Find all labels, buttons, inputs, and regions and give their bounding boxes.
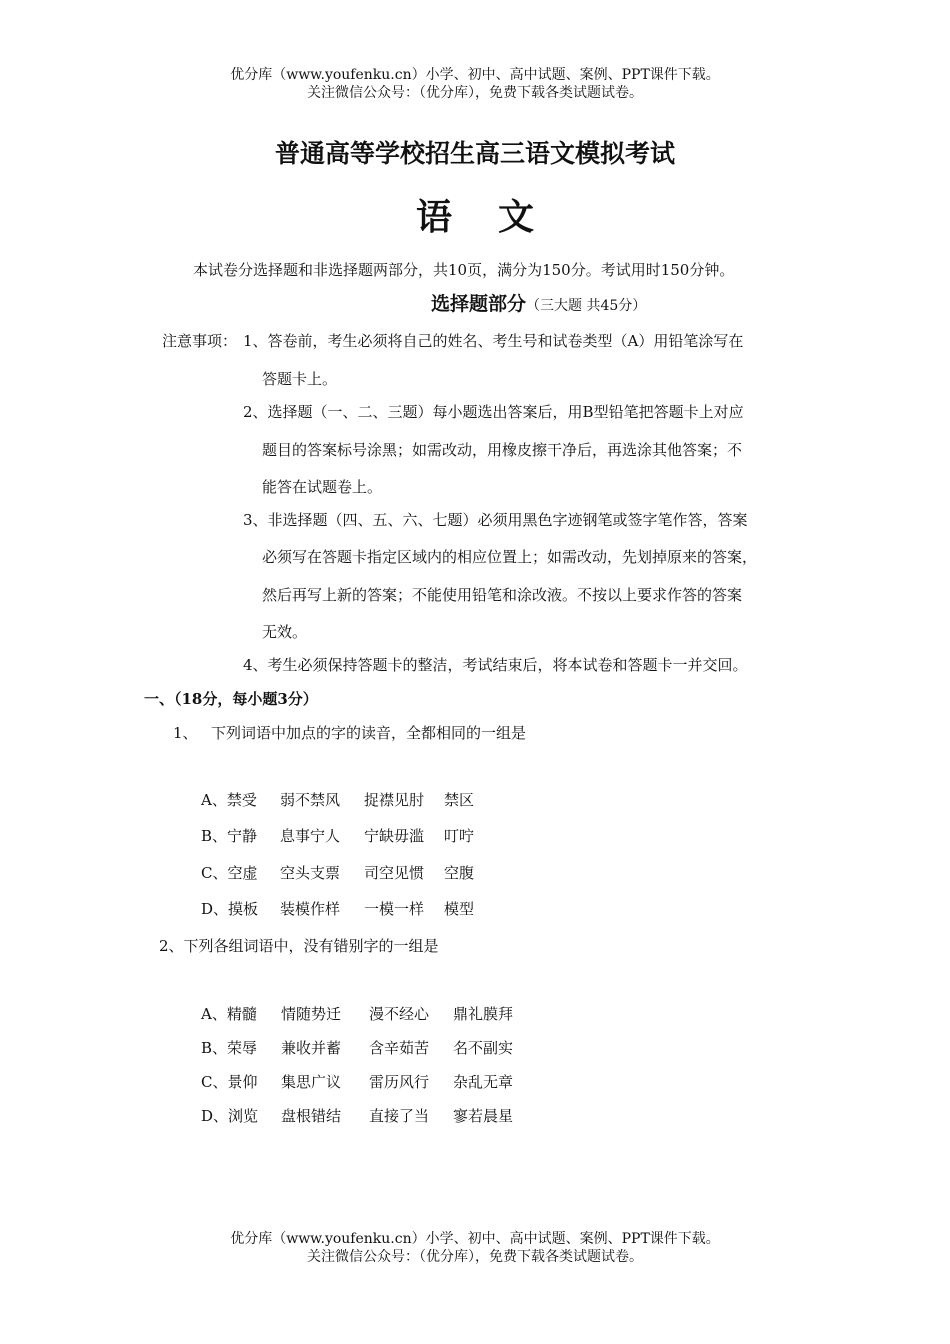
option-word: 情随势迁 xyxy=(281,1005,342,1023)
q1-option-c xyxy=(201,862,504,883)
q2-option-d xyxy=(201,1105,523,1126)
section-heading: 一、（18分，每小题3分） xyxy=(144,690,318,708)
option-word: 装模作样 xyxy=(280,900,341,918)
note-line: 1、答卷前，考生必须将自己的姓名、考生号和试卷类型（A）用铅笔涂写在 xyxy=(243,332,744,350)
option-word: D、摸板 xyxy=(201,900,259,918)
option-word: D、浏览 xyxy=(201,1107,259,1125)
option-word: 含辛茹苦 xyxy=(369,1039,430,1057)
note-line: 必须写在答题卡指定区域内的相应位置上；如需改动，先划掉原来的答案， xyxy=(262,548,758,566)
option-word: 直接了当 xyxy=(369,1107,430,1125)
header-line-1: 优分库（www.youfenku.cn）小学、初中、高中试题、案例、PPT课件下载。 xyxy=(230,67,720,83)
exam-title: 普通高等学校招生高三语文模拟考试 xyxy=(274,139,675,168)
option-word: 空腹 xyxy=(444,864,475,882)
question-1-number: 1、 xyxy=(173,724,198,742)
header-line-2: 关注微信公众号：（优分库），免费下载各类试题试卷。 xyxy=(307,85,643,101)
option-word: 寥若晨星 xyxy=(453,1107,514,1125)
option-word: 盘根错结 xyxy=(281,1107,342,1125)
option-word: B、荣辱 xyxy=(201,1039,258,1057)
footer-line-1: 优分库（www.youfenku.cn）小学、初中、高中试题、案例、PPT课件下载。 xyxy=(230,1231,720,1247)
option-word: A、精髓 xyxy=(201,1005,257,1023)
note-line: 题目的答案标号涂黑；如需改动，用橡皮擦干净后，再选涂其他答案；不 xyxy=(262,441,743,459)
option-word: 叮咛 xyxy=(444,827,475,845)
q1-option-a xyxy=(201,789,504,810)
option-word: 兼收并蓄 xyxy=(281,1039,342,1057)
option-word: 弱不禁风 xyxy=(280,791,341,809)
question-2-stem: 2、下列各组词语中，没有错别字的一组是 xyxy=(159,937,439,955)
option-word: 鼎礼膜拜 xyxy=(453,1005,514,1023)
part-note: （三大题 共45分） xyxy=(526,298,647,314)
q2-option-b xyxy=(201,1037,523,1058)
option-word: 名不副实 xyxy=(453,1039,514,1057)
note-line: 2、选择题（一、二、三题）每小题选出答案后，用B型铅笔把答题卡上对应 xyxy=(243,403,744,421)
part-heading xyxy=(431,289,646,316)
note-line: 答题卡上。 xyxy=(262,370,338,388)
q2-option-a xyxy=(201,1003,523,1024)
option-word: B、宁静 xyxy=(201,827,258,845)
option-word: 空头支票 xyxy=(280,864,341,882)
option-word: 一模一样 xyxy=(364,900,425,918)
q1-option-b xyxy=(201,825,504,846)
option-word: 漫不经心 xyxy=(369,1005,430,1023)
option-word: A、禁受 xyxy=(201,791,257,809)
note-line: 能答在试题卷上。 xyxy=(262,478,383,496)
option-word: 雷历风行 xyxy=(369,1073,430,1091)
exam-subject: 语文 xyxy=(415,196,580,238)
question-1-stem: 下列词语中加点的字的读音，全都相同的一组是 xyxy=(211,724,527,742)
option-word: 司空见惯 xyxy=(364,864,425,882)
option-word: C、空虚 xyxy=(201,864,258,882)
option-word: 息事宁人 xyxy=(280,827,341,845)
option-word: 宁缺毋滥 xyxy=(364,827,425,845)
part-title: 选择题部分 xyxy=(431,293,527,315)
footer-line-2: 关注微信公众号：（优分库），免费下载各类试题试卷。 xyxy=(307,1249,643,1265)
q2-option-c xyxy=(201,1071,523,1092)
exam-intro: 本试卷分选择题和非选择题两部分，共10页，满分为150分。考试用时150分钟。 xyxy=(193,261,735,279)
notes-label: 注意事项： xyxy=(162,332,238,350)
note-line: 然后再写上新的答案；不能使用铅笔和涂改液。不按以上要求作答的答案 xyxy=(262,586,743,604)
option-word: 捉襟见肘 xyxy=(364,791,425,809)
option-word: 杂乱无章 xyxy=(453,1073,514,1091)
option-word: C、景仰 xyxy=(201,1073,258,1091)
note-line: 无效。 xyxy=(262,623,308,641)
option-word: 模型 xyxy=(444,900,475,918)
note-line: 3、非选择题（四、五、六、七题）必须用黑色字迹钢笔或签字笔作答，答案 xyxy=(243,511,748,529)
q1-option-d xyxy=(201,898,504,919)
note-line: 4、考生必须保持答题卡的整洁，考试结束后，将本试卷和答题卡一并交回。 xyxy=(243,656,748,674)
option-word: 集思广议 xyxy=(281,1073,342,1091)
option-word: 禁区 xyxy=(444,791,475,809)
